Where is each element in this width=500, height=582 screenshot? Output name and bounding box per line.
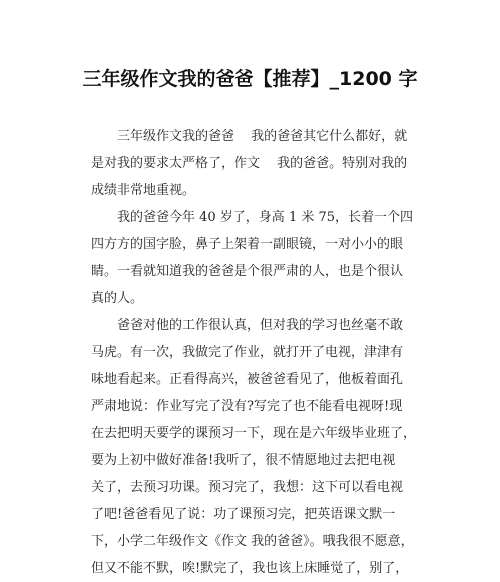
text-line: 三年级作文我的爸爸 我的爸爸其它什么都好，就 [117,129,408,144]
text-line: 但又不能不默，唉!默完了，我也该上床睡觉了，别了， [91,561,409,576]
text-line: 四方方的国字脸，鼻子上架着一副眼镜，一对小小的眼 [91,237,404,252]
paragraph [91,312,422,582]
text-line: 我的爸爸今年 40 岁了，身高 1 米 75，长着一个四 [117,210,414,225]
text-line: 严肃地说：作业写完了没有?写完了也不能看电视呀!现 [91,399,403,414]
text-line: 要为上初中做好准备!我听了，很不情愿地过去把电视 [91,453,396,468]
text-line: 关了，去预习功课。预习完了，我想：这下可以看电视 [91,480,404,495]
text-line: 了吧!爸爸看见了说：功了课预习完，把英语课文默一 [91,507,396,522]
text-line: 是对我的要求太严格了，作文 我的爸爸。特别对我的 [91,156,408,171]
text-line: 爸爸对他的工作很认真，但对我的学习也丝毫不敢 [117,318,404,333]
paragraph [91,123,422,204]
text-line: 真的人。 [91,291,144,306]
text-line: 马虎。有一次，我做完了作业，就打开了电视，津津有 [91,345,404,360]
text-line: 下，小学二年级作文《作文 我的爸爸》。哦我很不愿意， [91,534,414,549]
text-line: 成绩非常地重视。 [91,183,196,198]
text-line: 在去把明天要学的课预习一下，现在是六年级毕业班了， [91,426,417,441]
text-line: 味地看起来。正看得高兴，被爸爸看见了，他板着面孔 [91,372,404,387]
page-title: 三年级作文我的爸爸【推荐】_1200 字 [82,68,418,90]
text-line: 睛。一看就知道我的爸爸是个很严肃的人，也是个很认 [91,264,404,279]
paragraph [91,204,422,312]
article-body [91,123,422,582]
